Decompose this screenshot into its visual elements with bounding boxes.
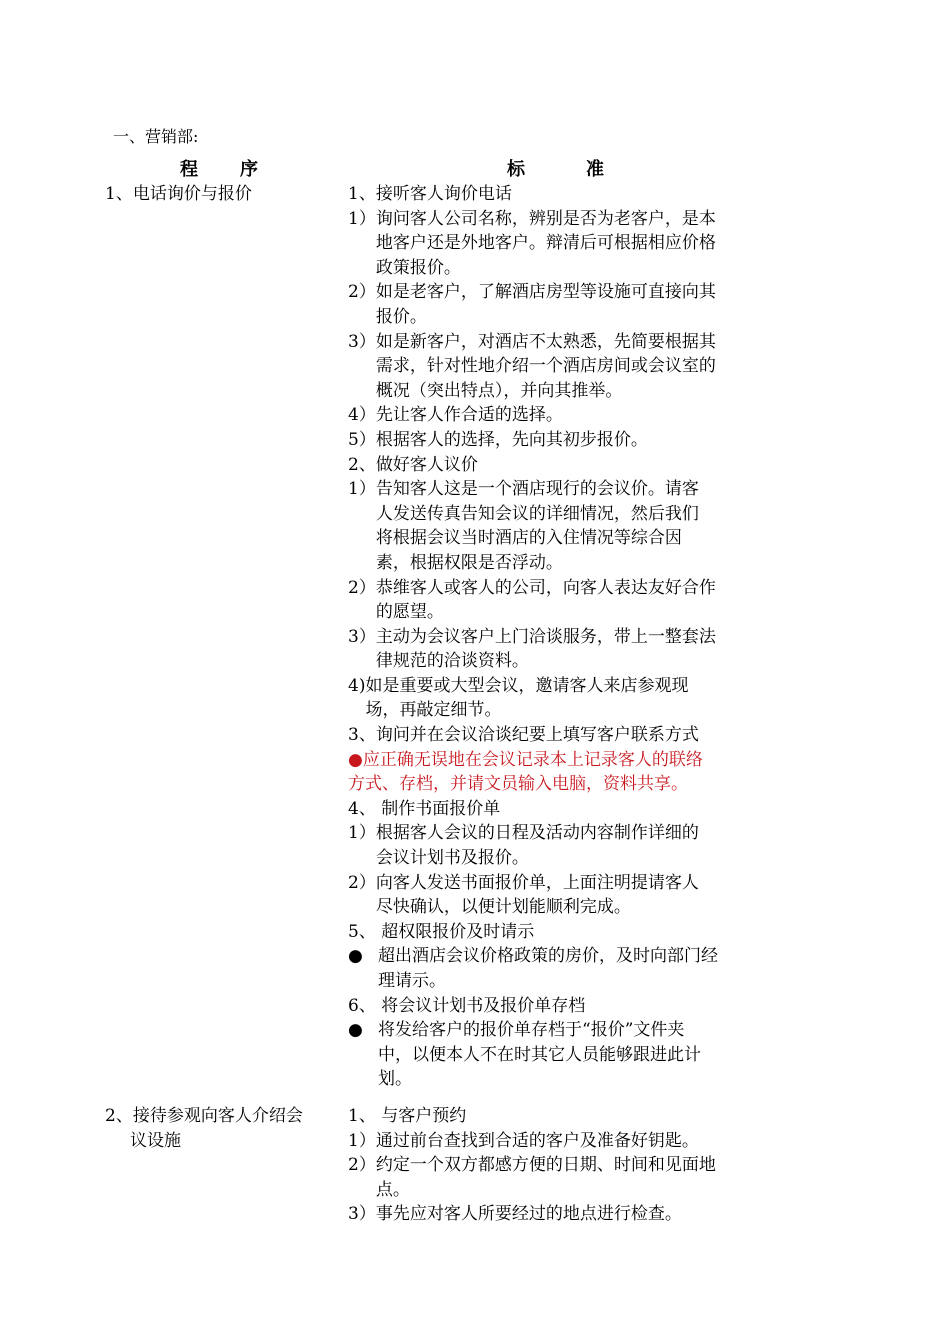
standard-heading: 1、接听客人询价电话: [348, 184, 512, 204]
item-text-line: 如是重要或大型会议，邀请客人来店参观现: [365, 675, 689, 696]
item-number: 1）: [348, 823, 376, 844]
item-text: [376, 871, 768, 920]
item-text-line: 概况（突出特点），并向其推举。: [375, 380, 623, 401]
standard-header-char-1: 标: [507, 159, 525, 180]
procedure-header-char-2: 序: [240, 159, 258, 180]
bullet-text: [378, 1018, 768, 1092]
section-title: 一、营销部:: [113, 127, 199, 146]
bullet-text-line: 超出酒店会议价格政策的房价，及时向部门经: [378, 946, 718, 967]
item-number: 5）: [348, 429, 376, 450]
item-text-line: 地客户还是外地客户。辩清后可根据相应价格: [375, 233, 716, 254]
item-text-line: 告知客人这是一个酒店现行的会议价。请客: [375, 479, 699, 500]
item-text-line: 询问客人公司名称，辨别是否为老客户，是本: [375, 208, 716, 229]
highlight-note: [348, 748, 768, 797]
standard-block-1: [348, 182, 768, 1092]
item-text-line: 恭维客人或客人的公司，向客人表达友好合作: [375, 577, 716, 598]
item-number: 1）: [348, 479, 376, 500]
procedure-header-char-1: 程: [180, 159, 198, 180]
item-number: 3）: [348, 331, 376, 352]
standard-heading: 6、 将会议计划书及报价单存档: [348, 995, 586, 1016]
bullet-text-line: 将发给客户的报价单存档于“报价”文件夹: [378, 1020, 685, 1041]
item-text: [376, 403, 768, 428]
standard-heading: 2、做好客人议价: [348, 454, 478, 475]
standard-item: [348, 1153, 768, 1202]
item-text: [376, 330, 768, 404]
item-text: [376, 1153, 768, 1202]
bullet-item: [348, 1018, 768, 1092]
item-text: [376, 1202, 768, 1227]
item-text-line: 会议计划书及报价。: [375, 848, 529, 869]
item-number: 4）: [348, 405, 376, 426]
standard-item: [348, 625, 768, 674]
item-text-line: 的愿望。: [375, 602, 444, 623]
standard-column-header: [507, 158, 604, 182]
item-text-line: 事先应对客人所要经过的地点进行检查。: [375, 1204, 682, 1225]
item-text-line: 根据客人的选择，先向其初步报价。: [375, 429, 648, 450]
item-number: 1）: [348, 1130, 376, 1151]
item-text-line: 根据客人会议的日程及活动内容制作详细的: [375, 823, 699, 844]
bullet-icon: ●: [348, 946, 363, 967]
standard-item: [348, 871, 768, 920]
item-number: 2）: [348, 282, 376, 303]
bullet-item: [348, 944, 768, 993]
standard-item: [348, 330, 768, 404]
standard-heading: 4、 制作书面报价单: [348, 798, 501, 819]
item-number: 2）: [348, 577, 376, 598]
standard-item: [348, 576, 768, 625]
bullet-icon: ●: [348, 1020, 363, 1041]
item-text-line: 人发送传真告知会议的详细情况，然后我们: [375, 503, 699, 524]
bullet-text-line: 理请示。: [378, 971, 446, 991]
standard-item: [348, 821, 768, 870]
item-text: [376, 625, 768, 674]
highlight-note-line: 方式、存档，并请文员输入电脑，资料共享。: [348, 774, 688, 795]
item-text-line: 向客人发送书面报价单，上面注明提请客人: [375, 872, 699, 893]
item-text-line: 场，再敲定细节。: [365, 700, 502, 721]
standard-header-char-2: 准: [586, 159, 604, 180]
standard-item: [348, 1202, 768, 1227]
procedure-column-header: [180, 158, 258, 182]
standard-item: [348, 280, 768, 329]
standard-block-2: [348, 1104, 768, 1227]
item-text-line: 约定一个双方都感方便的日期、时间和见面地: [375, 1155, 716, 1176]
standard-item: [348, 1129, 768, 1154]
item-text-line: 素，根据权限是否浮动。: [375, 552, 563, 573]
procedure-2-label-line-1: 2、接待参观向客人介绍会: [105, 1106, 303, 1126]
highlight-note-line: ●应正确无误地在会议记录本上记录客人的联络: [348, 749, 703, 770]
item-text-line: 将根据会议当时酒店的入住情况等综合因: [375, 528, 682, 549]
item-number: 1）: [348, 208, 376, 229]
item-text: [376, 821, 768, 870]
item-text-line: 需求，针对性地介绍一个酒店房间或会议室的: [375, 356, 716, 377]
standard-item: [348, 403, 768, 428]
standard-heading: 3、询问并在会议洽谈纪要上填写客户联系方式: [348, 725, 699, 746]
item-text-line: 点。: [375, 1179, 410, 1200]
item-number: 2）: [348, 872, 376, 893]
item-number: 3）: [348, 1204, 376, 1225]
standard-item: [348, 674, 768, 723]
standard-heading: 1、 与客户预约: [348, 1106, 467, 1126]
item-text: [365, 674, 768, 723]
standard-item: [348, 428, 768, 453]
item-text-line: 如是老客户，了解酒店房型等设施可直接向其: [375, 282, 716, 303]
item-text: [376, 280, 768, 329]
item-text: [376, 207, 768, 281]
procedure-2-label-line-2: 议设施: [130, 1131, 181, 1151]
procedure-1-label: 1、电话询价与报价: [105, 184, 252, 204]
item-text-line: 先让客人作合适的选择。: [375, 405, 563, 426]
standard-item: [348, 477, 768, 575]
item-text-line: 政策报价。: [375, 257, 461, 278]
item-text: [376, 428, 768, 453]
item-text: [376, 576, 768, 625]
bullet-text-line: 划。: [378, 1069, 412, 1090]
standard-heading: 5、 超权限报价及时请示: [348, 921, 535, 942]
item-number: 4): [348, 675, 366, 696]
item-text-line: 尽快确认，以便计划能顺利完成。: [375, 897, 631, 918]
item-text-line: 律规范的洽谈资料。: [375, 651, 529, 672]
bullet-text-line: 中，以便本人不在时其它人员能够跟进此计: [378, 1044, 701, 1065]
standard-item: [348, 207, 768, 281]
item-text: [376, 1129, 768, 1154]
bullet-text: [378, 944, 768, 993]
item-number: 2）: [348, 1155, 376, 1176]
procedure-2: [105, 1104, 337, 1154]
item-text-line: 通过前台查找到合适的客户及准备好钥匙。: [375, 1130, 699, 1151]
item-text-line: 报价。: [375, 306, 427, 327]
item-text-line: 主动为会议客户上门洽谈服务，带上一整套法: [375, 626, 716, 647]
item-text: [376, 477, 768, 575]
item-text-line: 如是新客户，对酒店不太熟悉，先简要根据其: [375, 331, 716, 352]
item-number: 3）: [348, 626, 376, 647]
procedure-1: [105, 182, 337, 207]
